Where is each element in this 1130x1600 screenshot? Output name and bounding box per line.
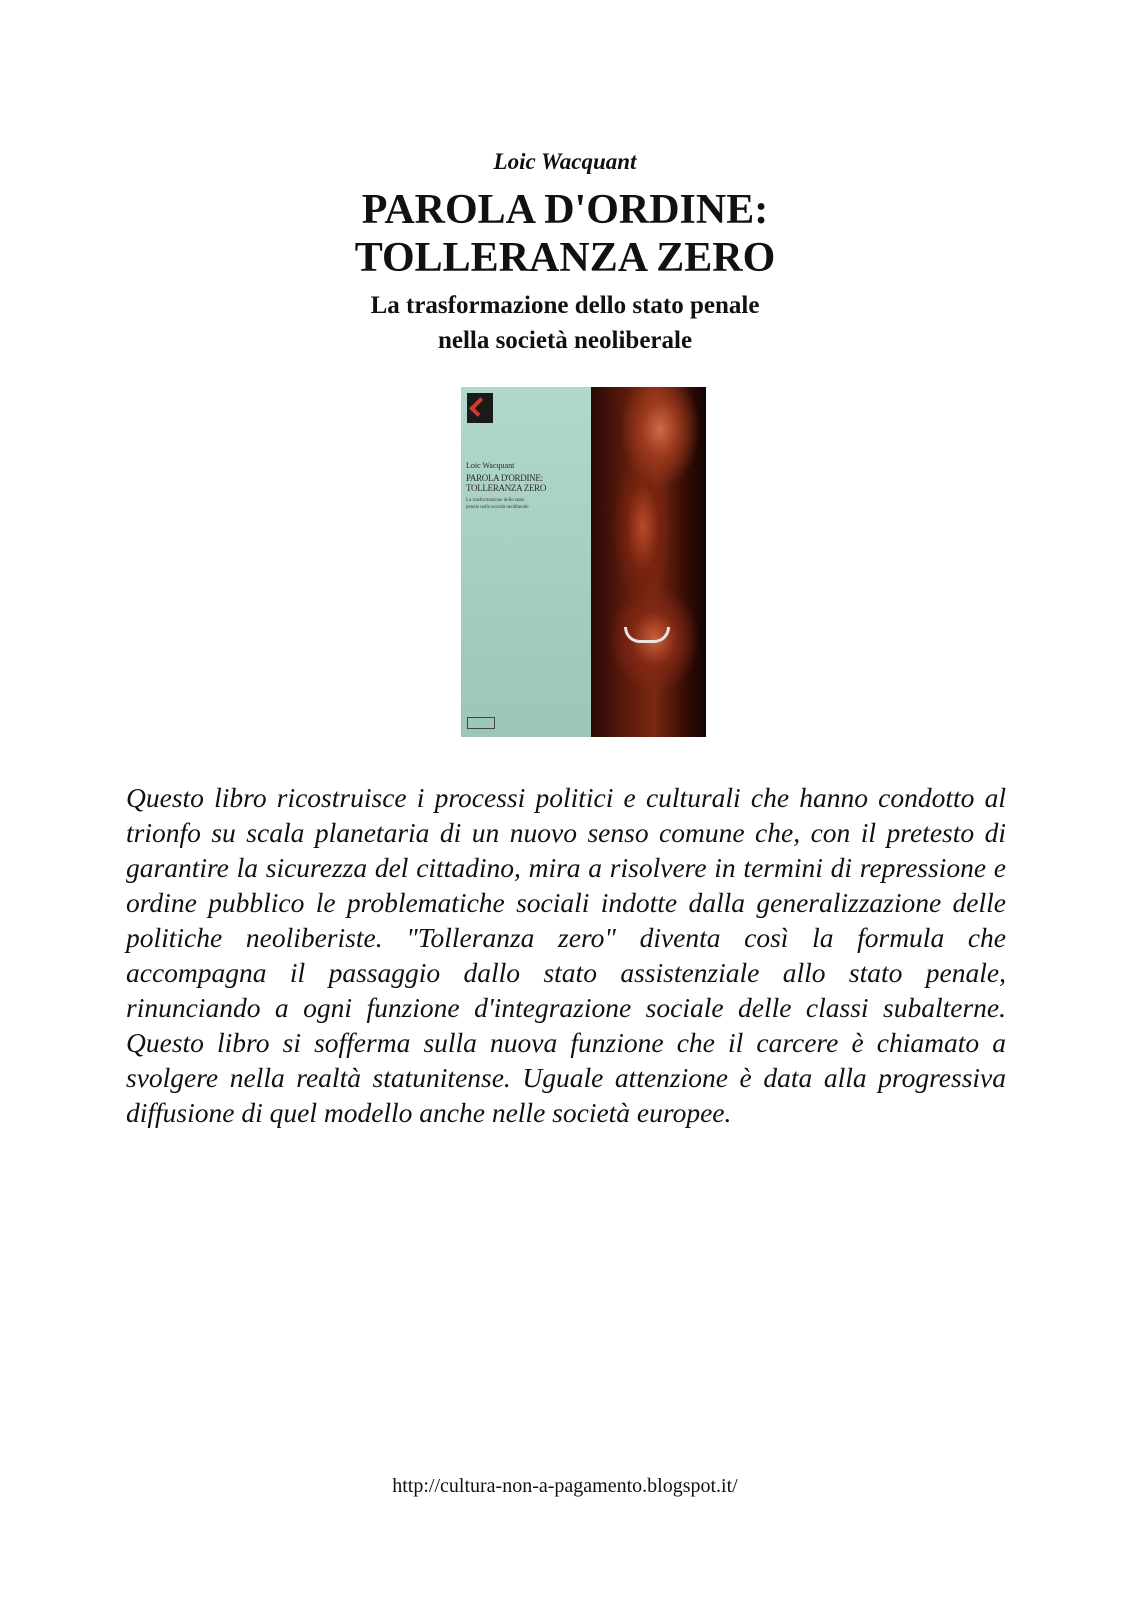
book-title-line-2: TOLLERANZA ZERO — [354, 235, 776, 281]
book-cover-image — [461, 387, 706, 737]
chevron-logo-icon — [469, 397, 489, 417]
author-name: Loic Wacquant — [493, 149, 637, 174]
book-title-line-1: PAROLA D'ORDINE: — [361, 187, 769, 233]
cover-author: Loic Wacquant — [466, 461, 515, 470]
cover-title — [466, 473, 546, 493]
book-subtitle-line-1: La trasformazione dello stato penale — [370, 292, 760, 319]
cover-photo-handcuffed-hands — [591, 387, 706, 737]
cover-subtitle-line-2: penale nella società neoliberale — [466, 505, 529, 510]
publisher-logo-icon — [467, 393, 493, 423]
book-subtitle-line-2: nella società neoliberale — [437, 327, 693, 354]
cover-subtitle-line-1: La trasformazione dello stato — [466, 498, 525, 503]
cover-text-panel — [461, 387, 591, 737]
cover-title-line-2: TOLLERANZA ZERO — [466, 483, 547, 493]
cover-title-line-1: PAROLA D'ORDINE: — [466, 473, 543, 483]
book-title — [0, 186, 1130, 282]
publisher-mark-icon — [467, 717, 495, 729]
book-abstract: Questo libro ricostruisce i processi politici e culturali che hanno condotto al trionfo su scala planetaria di un nuovo senso comune che, con il pretesto di garantire la sicurezza del cittadino, mira a risolvere in termini di repressione e ordine pubblico le problematiche sociali indotte dalla generalizzazione delle politiche neoliberiste. "Tolleranza zero" diventa così la formula che accompagna il passaggio dallo stato assistenziale allo stato penale, rinunciando a ogni funzione d'integrazione sociale delle classi subalterne. Questo libro si sofferma sulla nuova funzione che il carcere è chiamato a svolgere nella realtà statunitense. Uguale attenzione è data alla progressiva diffusione di quel modello anche nelle società europee. — [126, 782, 1006, 1128]
book-subtitle — [0, 288, 1130, 358]
cover-subtitle — [466, 497, 529, 511]
source-url: http://cultura-non-a-pagamento.blogspot.it/ — [392, 1475, 738, 1497]
